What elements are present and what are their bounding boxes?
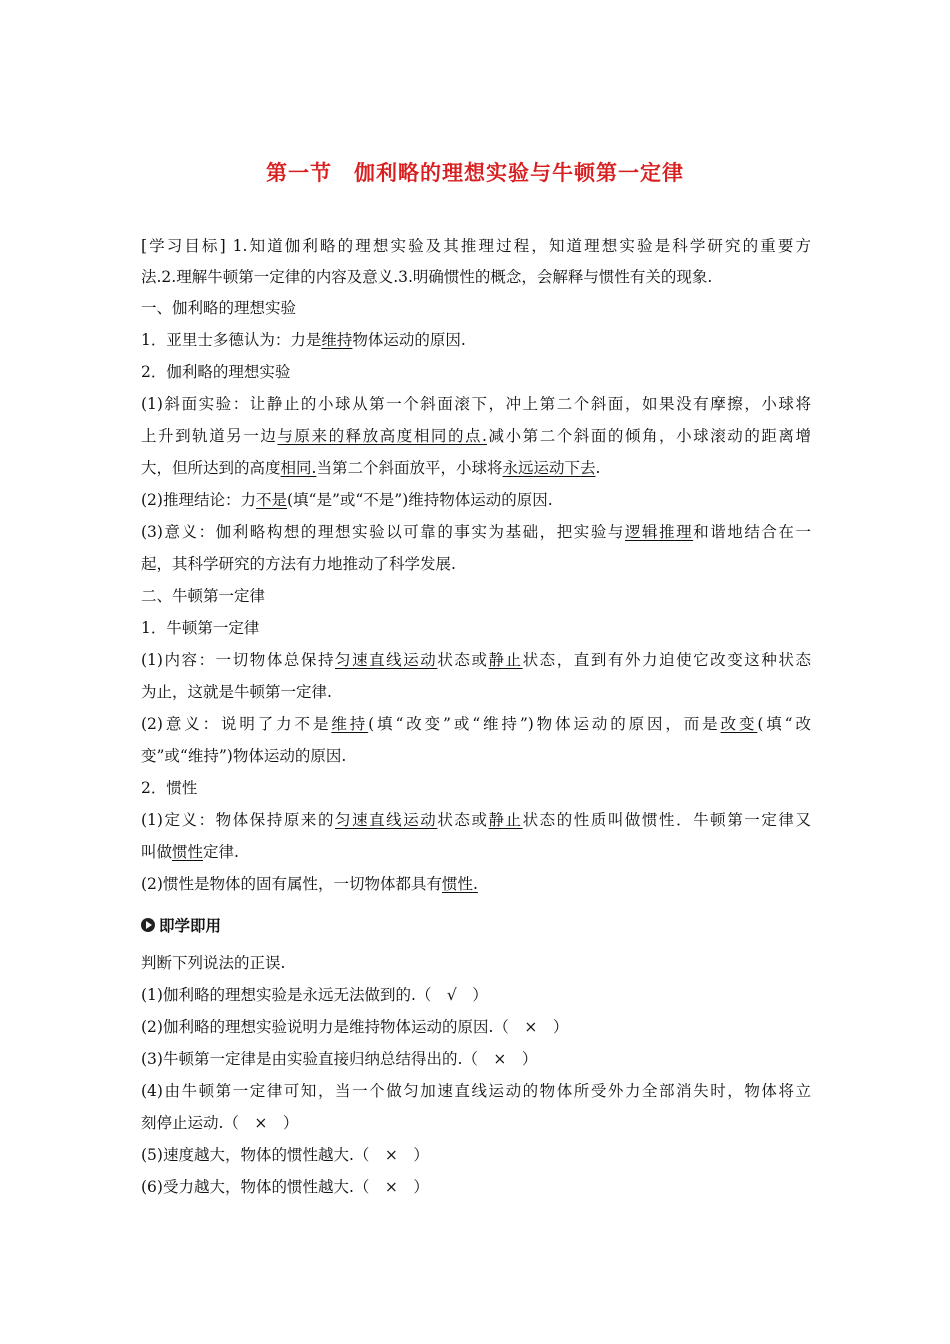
s1-slope-line-1: (1)斜面实验：让静止的小球从第一个斜面滚下，冲上第二个斜面，如果没有摩擦，小球将: [141, 395, 811, 413]
section-1-heading: 一、伽利略的理想实验: [141, 299, 297, 317]
s2-inertia-property: [141, 874, 811, 894]
blank-answer: 维持: [331, 715, 369, 733]
learning-goals-line-2: 法.2.理解牛顿第一定律的内容及意义.3.明确惯性的概念，会解释与惯性有关的现象.: [141, 268, 713, 286]
s2-inertia-def-line-2: [141, 842, 811, 862]
text: (填“改: [757, 715, 811, 733]
blank-answer: 匀速直线运动: [335, 811, 438, 829]
blank-answer: 不是: [255, 491, 287, 509]
practice-item: (5)速度越大，物体的惯性越大.（ × ）: [141, 1146, 429, 1164]
text: 状态，直到有外力迫使它改变这种状态: [522, 651, 811, 669]
text: (2)推理结论：力: [141, 491, 256, 509]
blank-answer: 惯性.: [441, 875, 478, 893]
s1-conclusion: [141, 490, 811, 510]
section-2-heading: 二、牛顿第一定律: [141, 587, 266, 605]
text: (2)意义：说明了力不是: [141, 715, 332, 733]
practice-item: (1)伽利略的理想实验是永远无法做到的.（ √ ）: [141, 986, 488, 1004]
s2-item-1: 1．牛顿第一定律: [141, 619, 260, 637]
text: (1)定义：物体保持原来的: [141, 811, 336, 829]
text: 物体运动的原因.: [352, 331, 466, 349]
s2-meaning-line-2: 变”或“维持”)物体运动的原因.: [141, 747, 347, 765]
blank-answer: 维持: [321, 331, 353, 349]
s2-meaning-line-1: [141, 714, 811, 734]
s2-inertia-def-line-1: [141, 810, 811, 830]
s1-item-2: 2．伽利略的理想实验: [141, 363, 291, 381]
blank-answer: 静止: [488, 651, 523, 669]
blank-answer: 惯性: [172, 843, 204, 861]
s1-item-1: [141, 330, 811, 350]
practice-item: (6)受力越大，物体的惯性越大.（ × ）: [141, 1178, 429, 1196]
text: 状态或: [437, 651, 489, 669]
play-circle-icon: [141, 918, 155, 932]
blank-answer: 与原来的释放高度相同的点.: [277, 427, 487, 445]
blank-answer: 相同.: [280, 459, 317, 477]
text: (3)意义：伽利略构想的理想实验以可靠的事实为基础，把实验与: [141, 523, 625, 541]
practice-heading-label: 即学即用: [159, 917, 222, 935]
practice-item: 刻停止运动.（ × ）: [141, 1114, 299, 1132]
text: 和谐地结合在一: [693, 523, 811, 541]
practice-item: (2)伽利略的理想实验说明力是维持物体运动的原因.（ × ）: [141, 1018, 569, 1036]
text: 当第二个斜面放平，小球将: [316, 459, 503, 477]
text: 上升到轨道另一边: [141, 427, 278, 445]
text: (填“改变”或“维持”)物体运动的原因，而是: [368, 715, 721, 733]
text: (1)内容：一切物体总保持: [141, 651, 336, 669]
s1-significance-line-2: 起，其科学研究的方法有力地推动了科学发展.: [141, 555, 456, 573]
blank-answer: 永远运动下去: [502, 459, 596, 477]
text: 大，但所达到的高度: [141, 459, 281, 477]
s1-significance-line-1: [141, 522, 811, 542]
s2-content-line-1: [141, 650, 811, 670]
text: 1．亚里士多德认为：力是: [141, 331, 322, 349]
text: (填“是”或“不是”)维持物体运动的原因.: [286, 491, 553, 509]
practice-intro: 判断下列说法的正误.: [141, 954, 286, 972]
text: (2)惯性是物体的固有属性，一切物体都具有: [141, 875, 442, 893]
s1-slope-line-2: [141, 426, 811, 446]
practice-heading: [141, 914, 221, 936]
learning-goals-line-1: [学习目标] 1.知道伽利略的理想实验及其推理过程，知道理想实验是科学研究的重要方: [141, 237, 811, 255]
blank-answer: 改变: [720, 715, 758, 733]
practice-item: (4)由牛顿第一定律可知，当一个做匀加速直线运动的物体所受外力全部消失时，物体将立: [141, 1082, 811, 1100]
practice-item: (3)牛顿第一定律是由实验直接归纳总结得出的.（ × ）: [141, 1050, 538, 1068]
blank-answer: 静止: [488, 811, 523, 829]
text: 状态或: [437, 811, 489, 829]
text: 减小第二个斜面的倾角，小球滚动的距离增: [486, 427, 811, 445]
text: 叫做: [141, 843, 173, 861]
blank-answer: 匀速直线运动: [335, 651, 438, 669]
s1-slope-line-3: [141, 458, 811, 478]
blank-answer: 逻辑推理: [624, 523, 694, 541]
s2-content-line-2: 为止，这就是牛顿第一定律.: [141, 683, 332, 701]
page-title: 第一节 伽利略的理想实验与牛顿第一定律: [266, 161, 684, 185]
text: 定律.: [203, 843, 239, 861]
text: .: [595, 459, 601, 477]
s2-item-2: 2．惯性: [141, 779, 198, 797]
text: 状态的性质叫做惯性．牛顿第一定律又: [522, 811, 811, 829]
